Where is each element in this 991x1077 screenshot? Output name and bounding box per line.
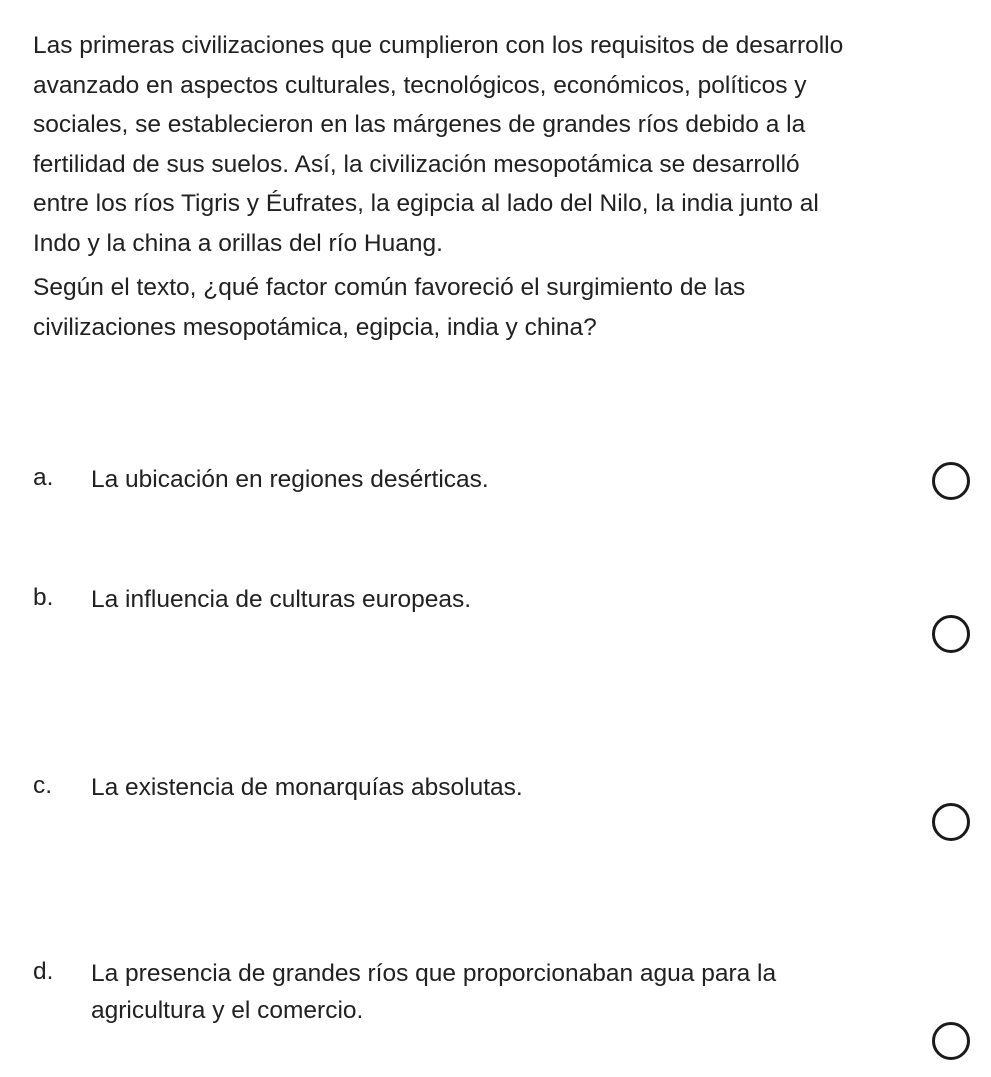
option-c-letter: c. — [33, 772, 53, 799]
option-d-text-line2: agricultura y el comercio. — [91, 997, 364, 1024]
passage-text — [33, 26, 973, 263]
passage-line: entre los ríos Tigris y Éufrates, la egipcia al lado del Nilo, la india junto al — [33, 190, 819, 217]
passage-line: avanzado en aspectos culturales, tecnológicos, económicos, políticos y — [33, 71, 807, 99]
passage-line: Indo y la china a orillas del río Huang. — [33, 229, 443, 257]
passage-line: fertilidad de sus suelos. Así, la civilización mesopotámica se desarrolló — [33, 150, 800, 178]
option-b-letter: b. — [33, 584, 54, 611]
option-b-text: La influencia de culturas europeas. — [91, 586, 472, 613]
option-c-radio[interactable] — [932, 803, 970, 841]
option-b-radio[interactable] — [932, 615, 970, 653]
option-d-radio[interactable] — [932, 1022, 970, 1060]
passage-line: Las primeras civilizaciones que cumplieron con los requisitos de desarrollo — [33, 32, 844, 59]
passage-line: sociales, se establecieron en las márgenes de grandes ríos debido a la — [33, 111, 806, 138]
option-c-text: La existencia de monarquías absolutas. — [91, 774, 523, 801]
option-a-text: La ubicación en regiones desérticas. — [91, 466, 489, 493]
option-a-radio[interactable] — [932, 462, 970, 500]
question-line: civilizaciones mesopotámica, egipcia, india y china? — [33, 313, 597, 341]
option-d-text-line1: La presencia de grandes ríos que proporcionaban agua para la — [91, 960, 777, 987]
option-d-letter: d. — [33, 958, 54, 985]
question-text — [33, 268, 973, 347]
question-line: Según el texto, ¿qué factor común favoreció el surgimiento de las — [33, 274, 746, 301]
option-a-letter: a. — [33, 464, 54, 491]
